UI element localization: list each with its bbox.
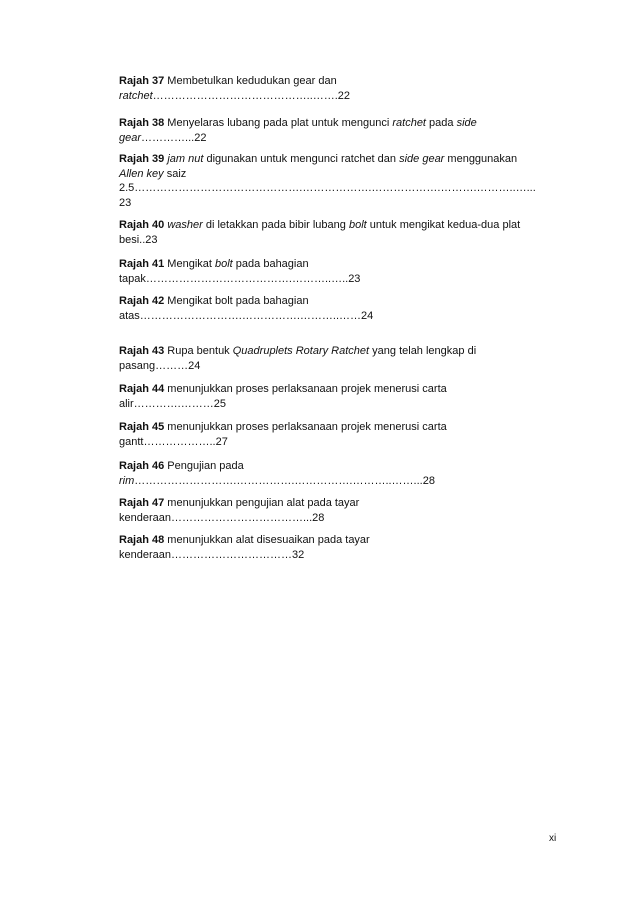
caption-text: …………...22: [141, 131, 207, 144]
caption-text: Membetulkan kedudukan gear dan: [164, 75, 337, 87]
caption-text: ratchet: [392, 117, 426, 129]
entry-caption-line: [119, 74, 571, 89]
caption-text: 23: [119, 196, 132, 209]
figure-label: Rajah 38: [119, 117, 165, 129]
caption-text: side: [456, 117, 477, 129]
caption-text: Rupa bentuk: [164, 345, 233, 357]
caption-text: untuk mengikat kedua-dua plat: [366, 219, 521, 231]
figure-label: Rajah 44: [119, 383, 165, 395]
caption-text: menggunakan: [444, 153, 518, 165]
entry-caption-line: [119, 420, 571, 435]
caption-text: pada: [426, 117, 457, 129]
caption-text: 2.5……………………………………….……………….……………….……….………..…...: [119, 182, 536, 194]
caption-text: ……………………….…………….…………….………..……...28: [134, 474, 435, 487]
caption-text: atas……………………….…………….………..……24: [119, 309, 374, 322]
entry-caption-line: [119, 257, 571, 272]
caption-text: saiz: [163, 167, 187, 180]
entry-caption-line: [119, 496, 571, 511]
figure-label: Rajah 45: [119, 421, 165, 433]
entry-caption-line: [119, 218, 571, 233]
caption-text: gear: [119, 131, 142, 144]
caption-text: alir………….………25: [119, 397, 226, 410]
figure-entry-39[interactable]: [119, 152, 571, 210]
entry-continuation-line: [119, 167, 571, 182]
figure-entry-41[interactable]: [119, 257, 571, 286]
caption-text: Mengikat bolt pada bahagian: [164, 295, 309, 307]
entry-caption-line: [119, 116, 571, 131]
caption-text: di letakkan pada bibir lubang: [202, 219, 349, 231]
entry-continuation-line: [119, 435, 571, 450]
figure-entry-45[interactable]: [119, 420, 571, 449]
figure-label: Rajah 48: [119, 534, 165, 546]
figure-label: Rajah 37: [119, 75, 165, 87]
caption-text: digunakan untuk mengunci ratchet dan: [203, 153, 400, 165]
caption-text: menunjukkan alat disesuaikan pada tayar: [164, 534, 370, 546]
entry-continuation-line: [119, 272, 571, 287]
entry-continuation-line: [119, 89, 571, 104]
entry-continuation-line: [119, 359, 571, 374]
entry-caption-line: [119, 459, 571, 474]
caption-text: bolt: [215, 258, 233, 270]
caption-text: Mengikat: [164, 258, 215, 270]
page-number: xi: [549, 833, 557, 844]
caption-text: washer: [167, 219, 203, 231]
entry-caption-line: [119, 382, 571, 397]
entry-continuation-line: [119, 474, 571, 489]
entry-caption-line: [119, 152, 571, 167]
figure-label: Rajah 42: [119, 295, 165, 307]
caption-text: menunjukkan pengujian alat pada tayar: [164, 497, 360, 509]
caption-text: bolt: [348, 219, 367, 231]
figure-entry-47[interactable]: [119, 496, 571, 525]
entry-continuation-line: [119, 397, 571, 412]
caption-text: besi..23: [119, 233, 158, 246]
figure-entry-38[interactable]: [119, 116, 571, 145]
entry-continuation-line: [119, 511, 571, 526]
caption-text: Allen key: [119, 167, 164, 180]
entry-caption-line: [119, 294, 571, 309]
caption-text: side gear: [399, 153, 445, 165]
caption-text: pasang………24: [119, 359, 201, 372]
figure-label: Rajah 40: [119, 219, 165, 231]
caption-text: kenderaan……………………………32: [119, 548, 305, 561]
caption-text: menunjukkan proses perlaksanaan projek menerusi carta: [164, 383, 447, 395]
caption-text: Pengujian pada: [164, 460, 244, 472]
entry-continuation-line: [119, 131, 571, 146]
caption-text: jam nut: [167, 153, 204, 165]
entry-continuation-line: [119, 196, 571, 211]
figure-label: Rajah 46: [119, 460, 165, 472]
entry-continuation-line: [119, 233, 571, 248]
figure-label: Rajah 43: [119, 345, 165, 357]
caption-text: Menyelaras lubang pada plat untuk mengunci: [164, 117, 393, 129]
figure-label: Rajah 41: [119, 258, 165, 270]
caption-text: ……………………………………..…….22: [152, 89, 351, 102]
entry-caption-line: [119, 533, 571, 548]
figure-entry-40[interactable]: [119, 218, 571, 247]
figure-entry-44[interactable]: [119, 382, 571, 411]
entry-continuation-line: [119, 309, 571, 324]
caption-text: Quadruplets Rotary Ratchet: [232, 345, 370, 357]
figure-label: Rajah 47: [119, 497, 165, 509]
figure-entry-37[interactable]: [119, 74, 571, 103]
figure-entry-46[interactable]: [119, 459, 571, 488]
caption-text: yang telah lengkap di: [369, 345, 477, 357]
caption-text: pada bahagian: [232, 258, 309, 270]
caption-text: ratchet: [119, 89, 153, 102]
figure-label: Rajah 39: [119, 153, 165, 165]
figure-entry-42[interactable]: [119, 294, 571, 323]
caption-text: tapak………………………………….………..…..23: [119, 272, 361, 285]
caption-text: kenderaan………………………………...28: [119, 511, 325, 524]
caption-text: gantt………………..27: [119, 435, 228, 448]
caption-text: menunjukkan proses perlaksanaan projek menerusi carta: [164, 421, 447, 433]
figure-entry-43[interactable]: [119, 344, 571, 373]
entry-continuation-line: [119, 181, 571, 196]
entry-continuation-line: [119, 548, 571, 563]
figure-entry-48[interactable]: [119, 533, 571, 562]
entry-caption-line: [119, 344, 571, 359]
caption-text: rim: [119, 474, 135, 487]
